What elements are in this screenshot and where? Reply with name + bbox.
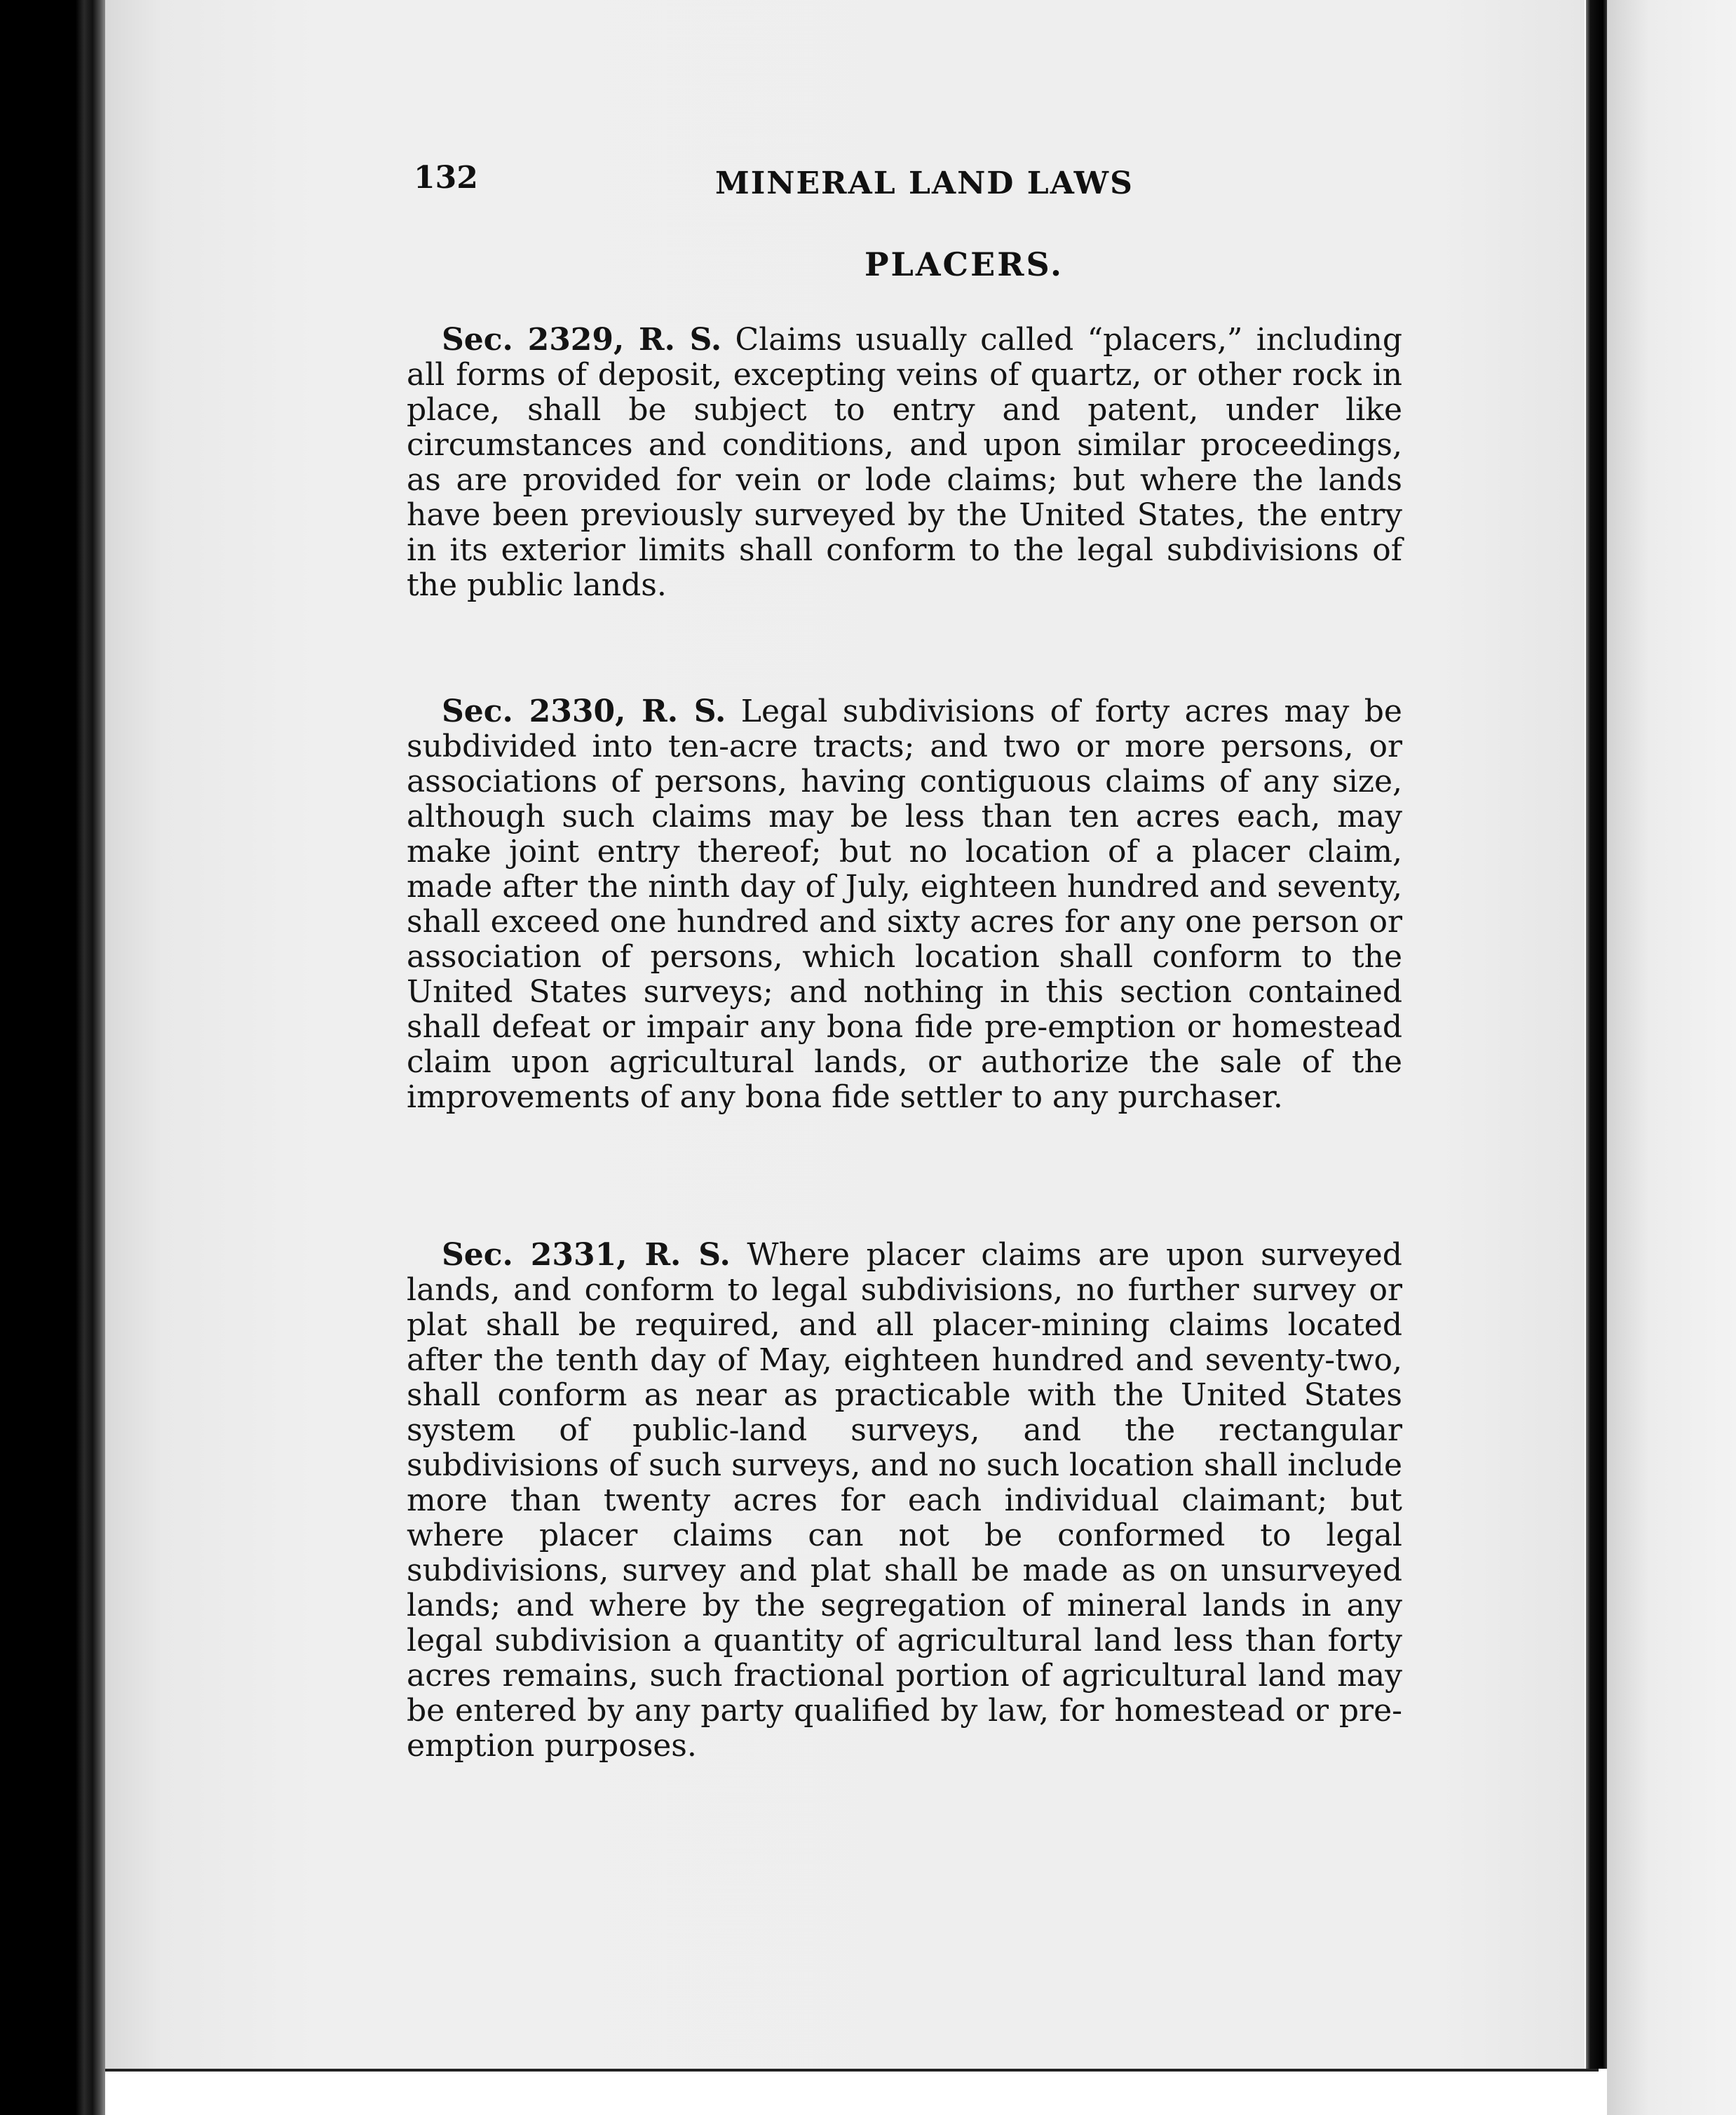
running-head bbox=[414, 160, 1409, 202]
book-title: MINERAL LAND LAWS bbox=[715, 165, 1134, 201]
statute-paragraph bbox=[407, 323, 1402, 603]
facing-page-edge bbox=[1607, 0, 1736, 2115]
page-number: 132 bbox=[414, 160, 478, 196]
section-label: Sec. 2330, R. S. bbox=[442, 694, 726, 729]
section-heading: PLACERS. bbox=[864, 245, 1064, 283]
section-text: Where placer claims are upon surveyed lands, and conform to legal subdivisions, no further survey or plat shall be required, and all placer-mining claims located after the tenth day of May, eighteen hundred and seventy-two, shall conform as near as practicable with the United States system of public-land surveys, and the rectangular subdivisions of such surveys, and no such location shall include more than twenty acres for each individual claimant; but where placer claims can not be conformed to legal subdivisions, survey and plat shall be made as on unsurveyed lands; and where by the segregation of mineral lands in any legal subdivision a quantity of agricultural land less than forty acres remains, such fractional portion of agricultural land may be entered by any party qualified by law, for homestead or pre-emption purposes. bbox=[407, 1237, 1402, 1764]
section-text: Claims usually called “placers,” including all forms of deposit, excepting veins of quartz, or other rock in place, shall be subject to entry and patent, under like circumstances and conditions, and upon similar proceedings, as are provided for vein or lode claims; but where the lands have been previously surveyed by the United States, the entry in its exterior limits shall conform to the legal subdivisions of the public lands. bbox=[407, 322, 1402, 603]
book-binding-edge bbox=[0, 0, 105, 2115]
statute-paragraph bbox=[407, 1238, 1402, 1764]
section-text: Legal subdivisions of forty acres may be subdivided into ten-acre tracts; and two or more persons, or associations of persons, having contiguous claims of any size, although such claims may be less than ten acres each, may make joint entry thereof; but no location of a placer claim, made after the ninth day of July, eighteen hundred and seventy, shall exceed one hundred and sixty acres for any one person or association of persons, which location shall conform to the United States surveys; and nothing in this section contained shall defeat or impair any bona fide pre-emption or homestead claim upon agricultural lands, or authorize the sale of the improvements of any bona fide settler to any purchaser. bbox=[407, 694, 1402, 1115]
section-label: Sec. 2329, R. S. bbox=[442, 322, 722, 358]
section-label: Sec. 2331, R. S. bbox=[442, 1237, 731, 1273]
statute-paragraph bbox=[407, 694, 1402, 1115]
facing-page-gutter bbox=[1586, 0, 1607, 2069]
page-bottom-margin bbox=[105, 2069, 1599, 2115]
